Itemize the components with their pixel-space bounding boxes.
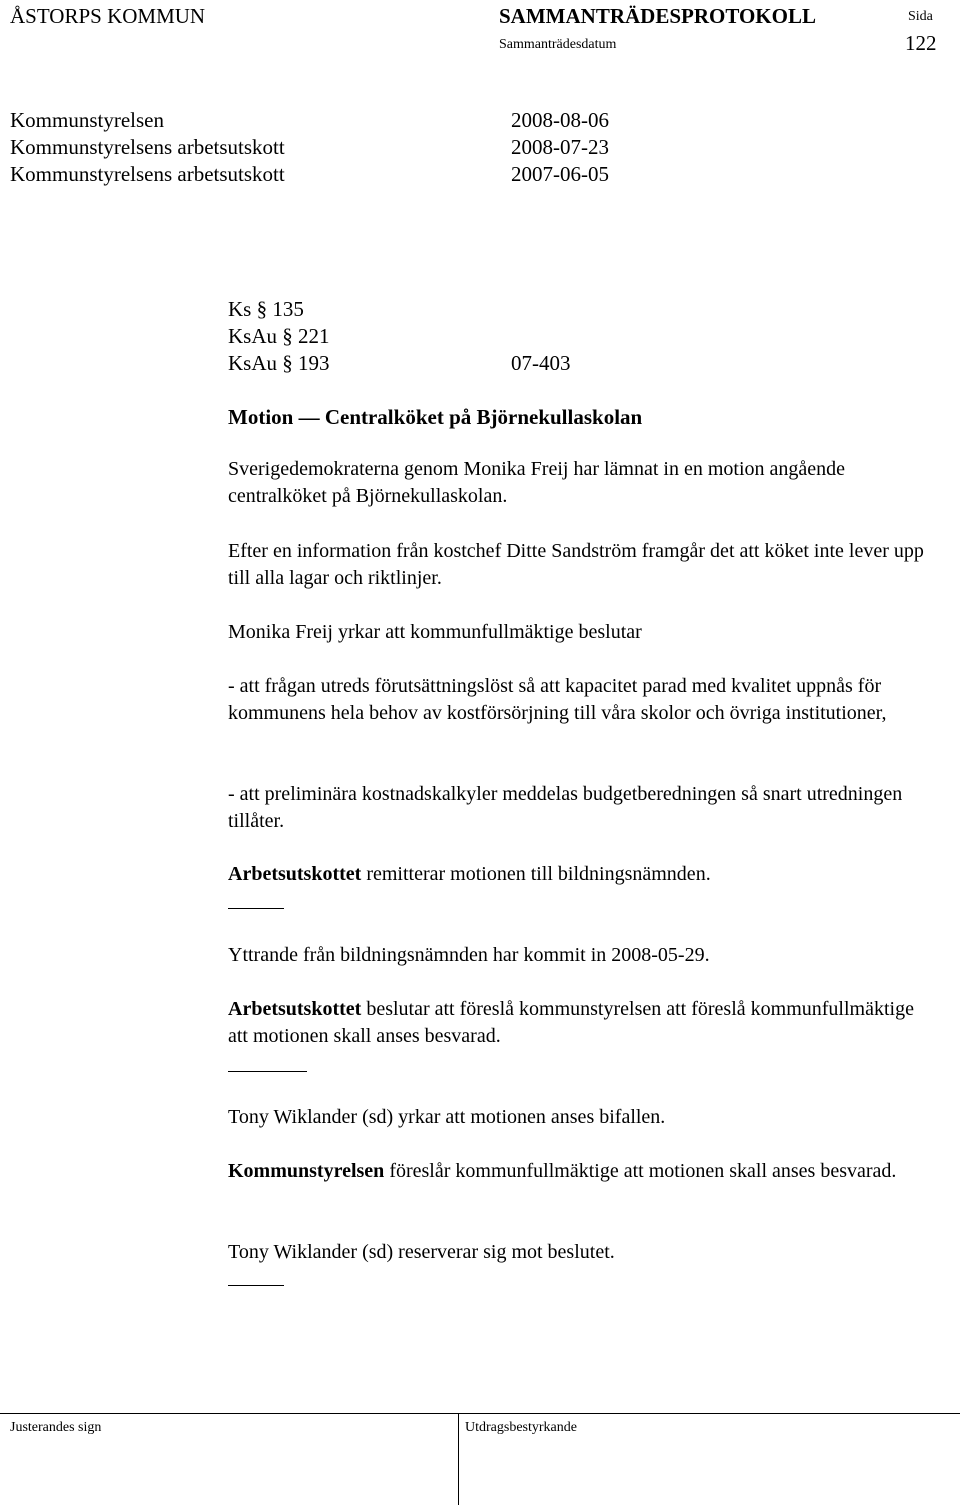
decision-body: Arbetsutskottet xyxy=(228,998,362,1020)
reference-number: 135 xyxy=(272,297,304,321)
paragraph-sign: § xyxy=(282,351,293,375)
footer-rule xyxy=(0,1413,960,1414)
body-name: Kommunstyrelsens arbetsutskott xyxy=(10,135,285,159)
reference-row xyxy=(228,323,330,350)
signature-field-label: Justerandes sign xyxy=(10,1420,102,1435)
body-name: Kommunstyrelsens arbetsutskott xyxy=(10,162,285,186)
decision-body: Kommunstyrelsen xyxy=(228,1160,385,1182)
subject-heading: Motion — Centralköket på Björnekullaskolan xyxy=(228,405,643,429)
paragraph-remit xyxy=(228,861,944,888)
separator-line xyxy=(228,1285,284,1286)
body-name: Kommunstyrelsen xyxy=(10,108,164,132)
decision-text: beslutar att föreslå kommunstyrelsen att föreslå kommunfullmäktige att motionen skall anses besvarad. xyxy=(228,998,914,1047)
decision-text: föreslår kommunfullmäktige att motionen skall anses besvarad. xyxy=(384,1160,897,1182)
paragraph-information: Efter en information från kostchef Ditte Sandström framgår det att köket inte lever upp till alla lagar och riktlinjer. xyxy=(228,540,924,589)
document-title: SAMMANTRÄDESPROTOKOLL xyxy=(499,4,816,28)
paragraph-au-decision xyxy=(228,996,928,1050)
footer-divider xyxy=(458,1413,459,1505)
reference-number: 221 xyxy=(298,324,330,348)
separator-line xyxy=(228,908,284,909)
paragraph-ks-proposal xyxy=(228,1158,928,1185)
reference-number: 193 xyxy=(298,351,330,375)
paragraph-statement: Yttrande från bildningsnämnden har kommit in 2008-05-29. xyxy=(228,944,710,966)
reference-org: KsAu xyxy=(228,351,278,375)
reference-row xyxy=(228,350,330,377)
reference-row xyxy=(228,296,304,323)
paragraph-sign: § xyxy=(282,324,293,348)
paragraph-proposal-intro: Monika Freij yrkar att kommunfullmäktige beslutar xyxy=(228,621,642,643)
separator-line xyxy=(228,1071,307,1072)
paragraph-motion-for-approval: Tony Wiklander (sd) yrkar att motionen anses bifallen. xyxy=(228,1106,666,1128)
body-date: 2007-06-05 xyxy=(511,162,609,186)
certification-field-label: Utdragsbestyrkande xyxy=(465,1420,577,1435)
page-label: Sida xyxy=(908,9,933,24)
decision-body: Arbetsutskottet xyxy=(228,863,362,885)
meeting-date-label: Sammanträdesdatum xyxy=(499,37,617,52)
body-date: 2008-08-06 xyxy=(511,108,609,132)
organization-name: ÅSTORPS KOMMUN xyxy=(10,4,206,28)
page-number: 122 xyxy=(905,31,937,55)
paragraph-motion-submitted: Sverigedemokraterna genom Monika Freij har lämnat in en motion angående centralköket på Björnekullaskolan. xyxy=(228,458,846,507)
reference-org: KsAu xyxy=(228,324,278,348)
case-number: 07-403 xyxy=(511,351,571,375)
paragraph-proposal-point-2: - att preliminära kostnadskalkyler meddelas budgetberedningen så snart utredningen tillåter. xyxy=(228,783,903,832)
paragraph-reservation: Tony Wiklander (sd) reserverar sig mot beslutet. xyxy=(228,1241,615,1263)
body-date: 2008-07-23 xyxy=(511,135,609,159)
paragraph-proposal-point-1: - att frågan utreds förutsättningslöst så att kapacitet parad med kvalitet uppnås för kommunens hela behov av kostförsörjning till våra skolor och övriga institutioner, xyxy=(228,675,887,724)
reference-org: Ks xyxy=(228,297,252,321)
paragraph-sign: § xyxy=(256,297,268,321)
decision-text: remitterar motionen till bildningsnämnden. xyxy=(361,863,711,885)
